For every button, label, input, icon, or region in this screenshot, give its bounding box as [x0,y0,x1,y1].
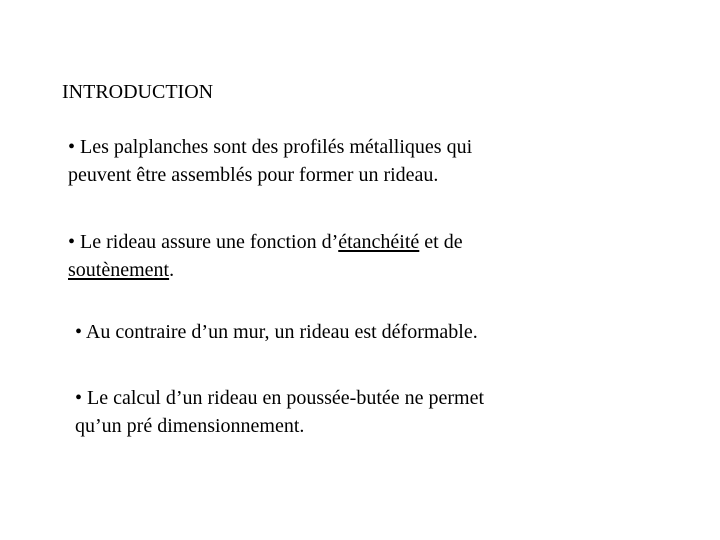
bullet-deformable [75,318,478,346]
bullet-rideau-fonction [68,228,463,284]
bullet-rideau-fonction-line2 [68,256,463,284]
bullet-calcul [75,384,484,440]
slide-title: INTRODUCTION [62,81,214,103]
bullet-palplanches-line1: • Les palplanches sont des profilés métalliques qui [68,136,473,158]
etancheite-term: étanchéité [338,231,420,253]
bullet-calcul-line2: qu’un pré dimensionnement. [75,415,305,437]
bullet-palplanches-line2: peuvent être assemblés pour former un rideau. [68,164,439,186]
bullet-deformable-line1: • Au contraire d’un mur, un rideau est déformable. [75,321,478,343]
bullet-rideau-fonction-text-end: et de [419,231,463,253]
bullet-rideau-fonction-text: • Le rideau assure une fonction d’ [68,231,339,253]
soutenement-term: soutènement [68,259,170,281]
bullet-calcul-line1: • Le calcul d’un rideau en poussée-butée ne permet [75,387,485,409]
bullet-rideau-fonction-line1 [68,228,463,256]
bullet-palplanches [68,133,472,189]
bullet-rideau-fonction-period: . [169,259,175,281]
